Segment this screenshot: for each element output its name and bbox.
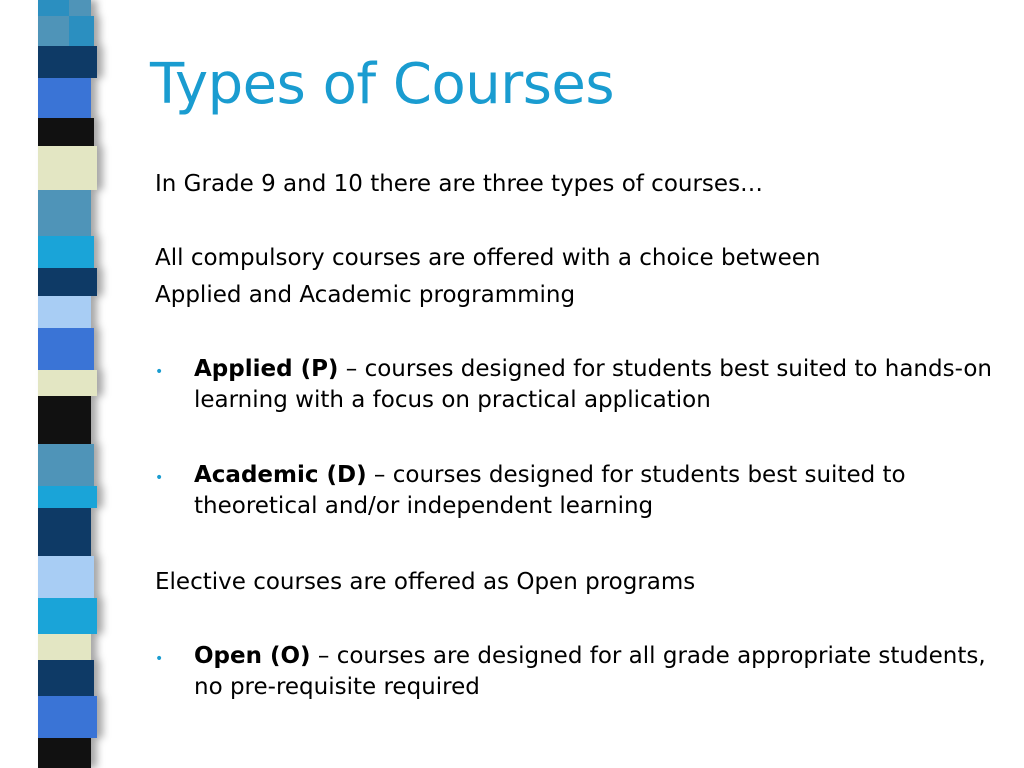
stripe-segment xyxy=(69,370,97,396)
stripe-segment xyxy=(38,118,69,146)
stripe-segment xyxy=(38,508,69,556)
stripe-segment xyxy=(69,46,97,78)
stripe-segment xyxy=(69,296,91,328)
stripe-segment xyxy=(69,738,91,768)
stripe-segment xyxy=(38,46,69,78)
stripe-segment xyxy=(38,370,69,396)
stripe-segment xyxy=(38,444,69,486)
stripe-segment xyxy=(38,634,69,660)
stripe-segment xyxy=(38,78,69,118)
stripe-segment xyxy=(69,78,91,118)
bullet-dot-icon: • xyxy=(155,364,164,380)
slide-title: Types of Courses xyxy=(150,52,615,117)
stripe-segment xyxy=(69,16,94,46)
stripe-segment xyxy=(69,598,97,634)
stripe-segment xyxy=(69,556,94,598)
stripe-segment xyxy=(69,0,91,16)
stripe-segment xyxy=(38,146,69,190)
stripe-segment xyxy=(38,16,69,46)
stripe-segment xyxy=(38,486,69,508)
stripe-graphic xyxy=(38,0,100,768)
stripe-segment xyxy=(38,556,69,598)
compulsory-text-line-1: All compulsory courses are offered with a choice between xyxy=(155,245,821,271)
bullet-open-term: Open (O) xyxy=(194,643,311,669)
bullet-applied-term: Applied (P) xyxy=(194,356,339,382)
stripe-segment xyxy=(69,396,91,444)
bullet-dot-icon: • xyxy=(155,651,164,667)
bullet-academic-description: – courses designed for students best suited to theoretical and/or independent learning xyxy=(194,462,906,519)
bullet-open xyxy=(155,641,995,703)
stripe-segment xyxy=(69,236,94,268)
stripe-segment xyxy=(69,634,91,660)
stripe-segment xyxy=(69,486,97,508)
stripe-segment xyxy=(38,738,69,768)
bullet-academic-term: Academic (D) xyxy=(194,462,367,488)
stripe-segment xyxy=(69,696,97,738)
bullet-dot-icon: • xyxy=(155,470,164,486)
bullet-applied-text xyxy=(194,354,995,416)
compulsory-text-line-2: Applied and Academic programming xyxy=(155,282,576,308)
stripe-segment xyxy=(38,598,69,634)
bullet-academic xyxy=(155,460,995,522)
stripe-segment xyxy=(69,508,91,556)
stripe-segment xyxy=(38,190,69,236)
bullet-open-text xyxy=(194,641,995,703)
intro-text: In Grade 9 and 10 there are three types of courses… xyxy=(155,171,764,197)
stripe-segment xyxy=(38,296,69,328)
stripe-segment xyxy=(69,268,97,296)
stripe-segment xyxy=(69,328,94,370)
bullet-academic-text xyxy=(194,460,995,522)
stripe-segment xyxy=(38,396,69,444)
stripe-segment xyxy=(69,444,94,486)
stripe-segment xyxy=(69,660,94,696)
stripe-segment xyxy=(38,0,69,16)
bullet-open-description: – courses are designed for all grade appropriate students, no pre-requisite required xyxy=(194,643,986,700)
stripe-segment xyxy=(69,146,97,190)
bullet-applied xyxy=(155,354,995,416)
stripe-segment xyxy=(69,190,91,236)
stripe-segment xyxy=(38,660,69,696)
stripe-segment xyxy=(69,118,94,146)
bullet-applied-description: – courses designed for students best suited to hands-on learning with a focus on practical application xyxy=(194,356,992,413)
stripe-segment xyxy=(38,268,69,296)
stripe-segment xyxy=(38,696,69,738)
decorative-stripe-band xyxy=(38,0,100,768)
stripe-segment xyxy=(38,328,69,370)
stripe-segment xyxy=(38,236,69,268)
elective-text: Elective courses are offered as Open programs xyxy=(155,569,696,595)
